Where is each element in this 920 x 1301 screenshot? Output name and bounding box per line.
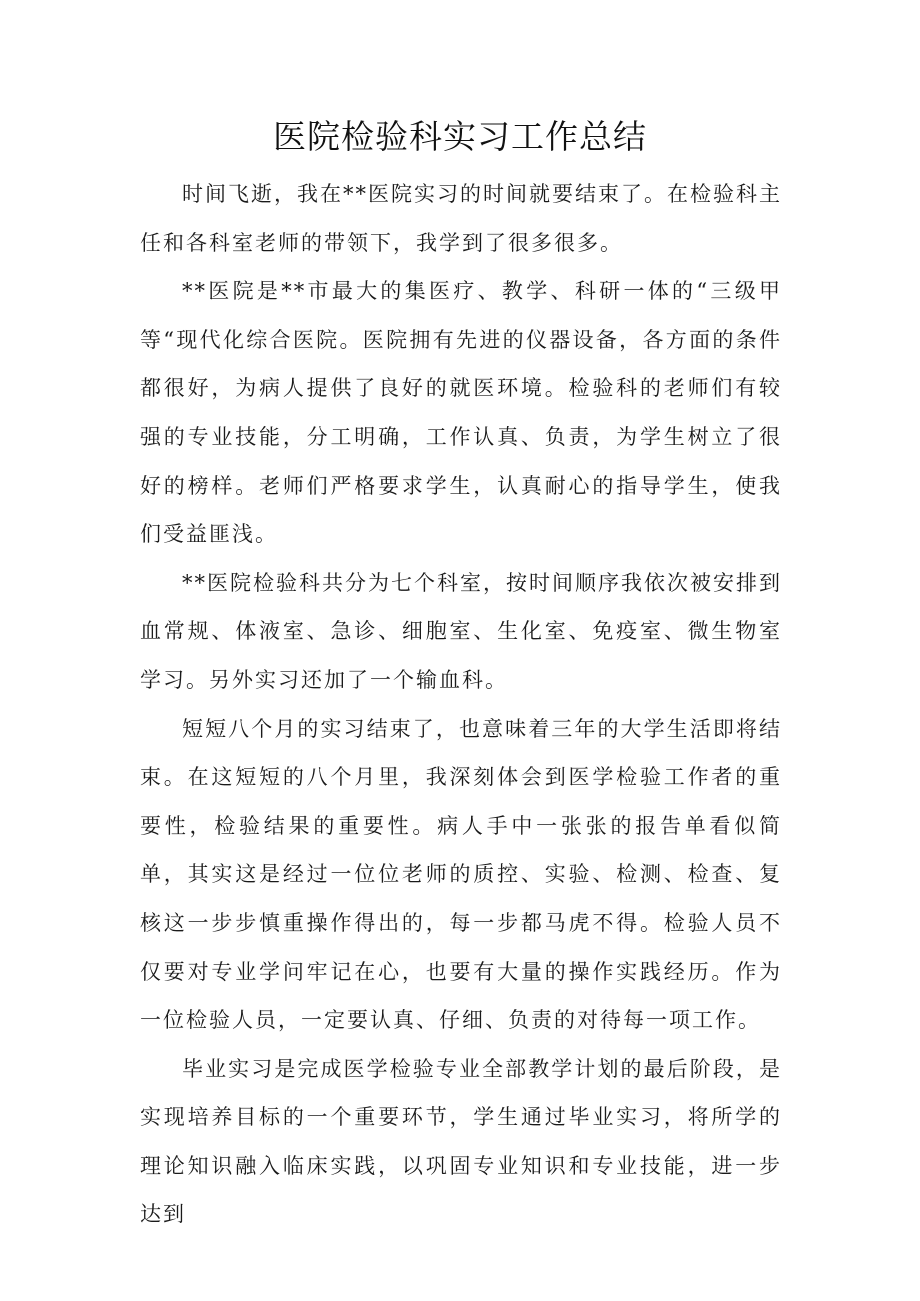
document-body bbox=[140, 170, 782, 1239]
paragraph-4: 短短八个月的实习结束了，也意味着三年的大学生活即将结束。在这短短的八个月里，我深刻体会到医学检验工作者的重要性，检验结果的重要性。病人手中一张张的报告单看似简单，其实这是经过一位位老师的质控、实验、检测、检查、复核这一步步慎重操作得出的，每一步都马虎不得。检验人员不仅要对专业学问牢记在心，也要有大量的操作实践经历。作为一位检验人员，一定要认真、仔细、负责的对待每一项工作。 bbox=[140, 716, 782, 1033]
paragraph-2: **医院是**市最大的集医疗、教学、科研一体的“三级甲等“现代化综合医院。医院拥有先进的仪器设备，各方面的条件都很好，为病人提供了良好的就医环境。检验科的老师们有较强的专业技能，分工明确，工作认真、负责，为学生树立了很好的榜样。老师们严格要求学生，认真耐心的指导学生，使我们受益匪浅。 bbox=[140, 279, 782, 547]
paragraph-1: 时间飞逝，我在**医院实习的时间就要结束了。在检验科主任和各科室老师的带领下，我学到了很多很多。 bbox=[140, 182, 782, 255]
paragraph-3: **医院检验科共分为七个科室，按时间顺序我依次被安排到血常规、体液室、急诊、细胞室、生化室、免疫室、微生物室学习。另外实习还加了一个输血科。 bbox=[140, 570, 782, 692]
paragraph-5: 毕业实习是完成医学检验专业全部教学计划的最后阶段，是实现培养目标的一个重要环节，学生通过毕业实习，将所学的理论知识融入临床实践，以巩固专业知识和专业技能，进一步达到 bbox=[140, 1056, 782, 1227]
document-title: 医院检验科实习工作总结 bbox=[273, 117, 647, 156]
